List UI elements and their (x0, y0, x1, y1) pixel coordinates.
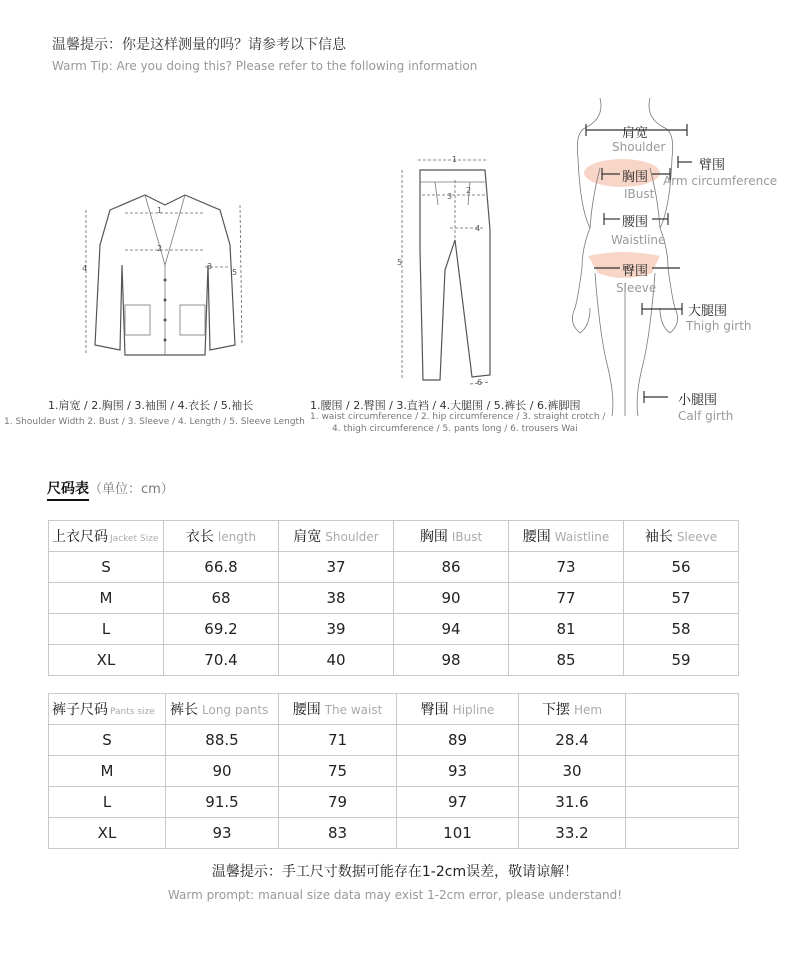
header-en: Hem (573, 703, 603, 717)
table-cell: 86 (394, 552, 509, 583)
table-header-cell (519, 694, 626, 725)
header-en: Sleeve (676, 530, 718, 544)
table-cell (626, 756, 739, 787)
body-label-arm-cn: 臂围 (699, 158, 726, 173)
table-header-cell (394, 521, 509, 552)
table-header-cell (49, 694, 166, 725)
table-cell: 75 (279, 756, 397, 787)
header-en: Hipline (452, 703, 495, 717)
table-cell: 38 (279, 583, 394, 614)
table-cell: 83 (279, 818, 397, 849)
table-row (49, 725, 739, 756)
table-cell: 93 (397, 756, 519, 787)
table-cell (626, 725, 739, 756)
table-header-row (49, 694, 739, 725)
table-cell: M (49, 756, 166, 787)
table-cell: S (49, 725, 166, 756)
table-cell: 30 (519, 756, 626, 787)
table-cell: 33.2 (519, 818, 626, 849)
body-label-waist-en: Waistline (611, 233, 666, 247)
jacket-marker-5: 5 (232, 268, 238, 277)
table-cell: 88.5 (166, 725, 279, 756)
header-en: Long pants (202, 703, 269, 717)
table-header-cell (166, 694, 279, 725)
pants-marker-5: 5 (397, 258, 403, 267)
table-cell: L (49, 614, 164, 645)
table-cell: 77 (509, 583, 624, 614)
table-row (49, 552, 739, 583)
header-en: Jacket Size (110, 534, 159, 544)
body-label-calf-en: Calf girth (678, 409, 734, 423)
table-cell: 37 (279, 552, 394, 583)
table-row (49, 614, 739, 645)
body-label-waist-cn: 腰围 (622, 215, 649, 230)
jacket-caption-en: 1. Shoulder Width 2. Bust / 3. Sleeve / 4. Length / 5. Sleeve Length (4, 417, 305, 427)
table-cell: 59 (624, 645, 739, 676)
pants-marker-1: 1 (452, 155, 458, 164)
body-label-thigh-cn: 大腿围 (688, 304, 728, 319)
warm-prompt-en: Warm prompt: manual size data may exist 1-2cm error, please understand! (167, 888, 623, 902)
table-header-cell (279, 694, 397, 725)
warm-prompt-cn: 温馨提示：手工尺寸数据可能存在1-2cm误差，敬请谅解！ (211, 864, 579, 880)
pants-marker-3: 3 (447, 192, 453, 201)
table-row (49, 756, 739, 787)
size-chart-title-main: 尺码表 (47, 481, 89, 501)
table-cell: XL (49, 645, 164, 676)
table-cell: S (49, 552, 164, 583)
pants-caption-en-1: 1. waist circumference / 2. hip circumference / 3. straight crotch / (310, 412, 606, 422)
header-cn: 臀围 (420, 702, 449, 718)
table-cell: 85 (509, 645, 624, 676)
table-header-cell (279, 521, 394, 552)
table-cell: 73 (509, 552, 624, 583)
table-header-cell (397, 694, 519, 725)
table-header-cell (626, 694, 739, 725)
table-cell: 57 (624, 583, 739, 614)
header-cn: 裤子尺码 (52, 702, 108, 718)
header-cn: 腰围 (522, 529, 551, 545)
table-cell (626, 787, 739, 818)
pants-caption-cn: 1.腰围 / 2.臀围 / 3.直裆 / 4.大腿围 / 5.裤长 / 6.裤脚围 (310, 399, 581, 412)
table-cell: 93 (166, 818, 279, 849)
table-cell: 90 (394, 583, 509, 614)
table-header-row (49, 521, 739, 552)
warm-tip-en: Warm Tip: Are you doing this? Please refer to the following information (52, 59, 478, 73)
table-row (49, 787, 739, 818)
body-label-bust-en: IBust (624, 187, 655, 201)
table-header-cell (509, 521, 624, 552)
header-en: Pants size (110, 707, 155, 717)
body-label-bust-cn: 胸围 (622, 170, 649, 185)
table-cell: 90 (166, 756, 279, 787)
jacket-marker-3: 3 (207, 262, 213, 271)
body-label-thigh-en: Thigh girth (686, 319, 752, 333)
header-en: Waistline (554, 530, 610, 544)
table-row (49, 583, 739, 614)
table-cell: 39 (279, 614, 394, 645)
table-cell: 71 (279, 725, 397, 756)
jacket-size-table (48, 520, 739, 676)
header-cn: 上衣尺码 (52, 529, 108, 545)
pants-marker-2: 2 (466, 186, 472, 195)
table-cell: 97 (397, 787, 519, 818)
pants-size-table (48, 693, 739, 849)
pants-marker-4: 4 (475, 224, 481, 233)
table-cell: 89 (397, 725, 519, 756)
header-en: Shoulder (325, 530, 379, 544)
table-cell: 31.6 (519, 787, 626, 818)
pants-marker-6: 6 (477, 378, 483, 387)
table-cell: 69.2 (164, 614, 279, 645)
header-cn: 裤长 (170, 702, 198, 718)
header-cn: 下摆 (541, 702, 570, 718)
table-cell: M (49, 583, 164, 614)
table-row (49, 818, 739, 849)
header-cn: 肩宽 (293, 529, 322, 545)
table-row (49, 645, 739, 676)
table-cell: 98 (394, 645, 509, 676)
table-header-cell (49, 521, 164, 552)
table-cell: 68 (164, 583, 279, 614)
body-label-shoulder-cn: 肩宽 (622, 126, 649, 141)
body-label-shoulder-en: Shoulder (612, 140, 666, 154)
table-cell: 56 (624, 552, 739, 583)
table-cell: L (49, 787, 166, 818)
table-cell: 101 (397, 818, 519, 849)
pants-caption-en-2: 4. thigh circumference / 5. pants long / 6. trousers Wai (332, 424, 578, 434)
body-label-calf-cn: 小腿围 (678, 393, 718, 408)
header-cn: 腰围 (292, 702, 321, 718)
table-cell: 79 (279, 787, 397, 818)
table-cell: 40 (279, 645, 394, 676)
table-cell: 66.8 (164, 552, 279, 583)
header-cn: 胸围 (419, 529, 448, 545)
table-cell: 58 (624, 614, 739, 645)
body-label-arm-en: Arm circumference (663, 174, 778, 188)
table-cell: 81 (509, 614, 624, 645)
size-chart-title (47, 478, 174, 498)
table-header-cell (164, 521, 279, 552)
table-cell: XL (49, 818, 166, 849)
jacket-marker-2: 2 (157, 244, 163, 253)
body-label-hip-en: Sleeve (616, 281, 657, 295)
table-header-cell (624, 521, 739, 552)
jacket-marker-1: 1 (157, 206, 163, 215)
size-chart-title-unit: （单位：cm） (89, 482, 174, 497)
table-cell: 70.4 (164, 645, 279, 676)
header-cn: 衣长 (185, 529, 214, 545)
header-en: IBust (451, 530, 483, 544)
header-en: length (217, 530, 257, 544)
header-cn: 袖长 (644, 529, 673, 545)
table-cell: 28.4 (519, 725, 626, 756)
pants-illustration (390, 150, 500, 390)
jacket-marker-4: 4 (82, 264, 88, 273)
body-label-hip-cn: 臀围 (622, 264, 649, 279)
warm-tip-cn: 温馨提示：你是这样测量的吗？请参考以下信息 (52, 37, 346, 53)
table-cell (626, 818, 739, 849)
table-cell: 94 (394, 614, 509, 645)
header-en: The waist (324, 703, 383, 717)
jacket-caption-cn: 1.肩宽 / 2.胸围 / 3.袖围 / 4.衣长 / 5.袖长 (48, 399, 254, 412)
table-cell: 91.5 (166, 787, 279, 818)
